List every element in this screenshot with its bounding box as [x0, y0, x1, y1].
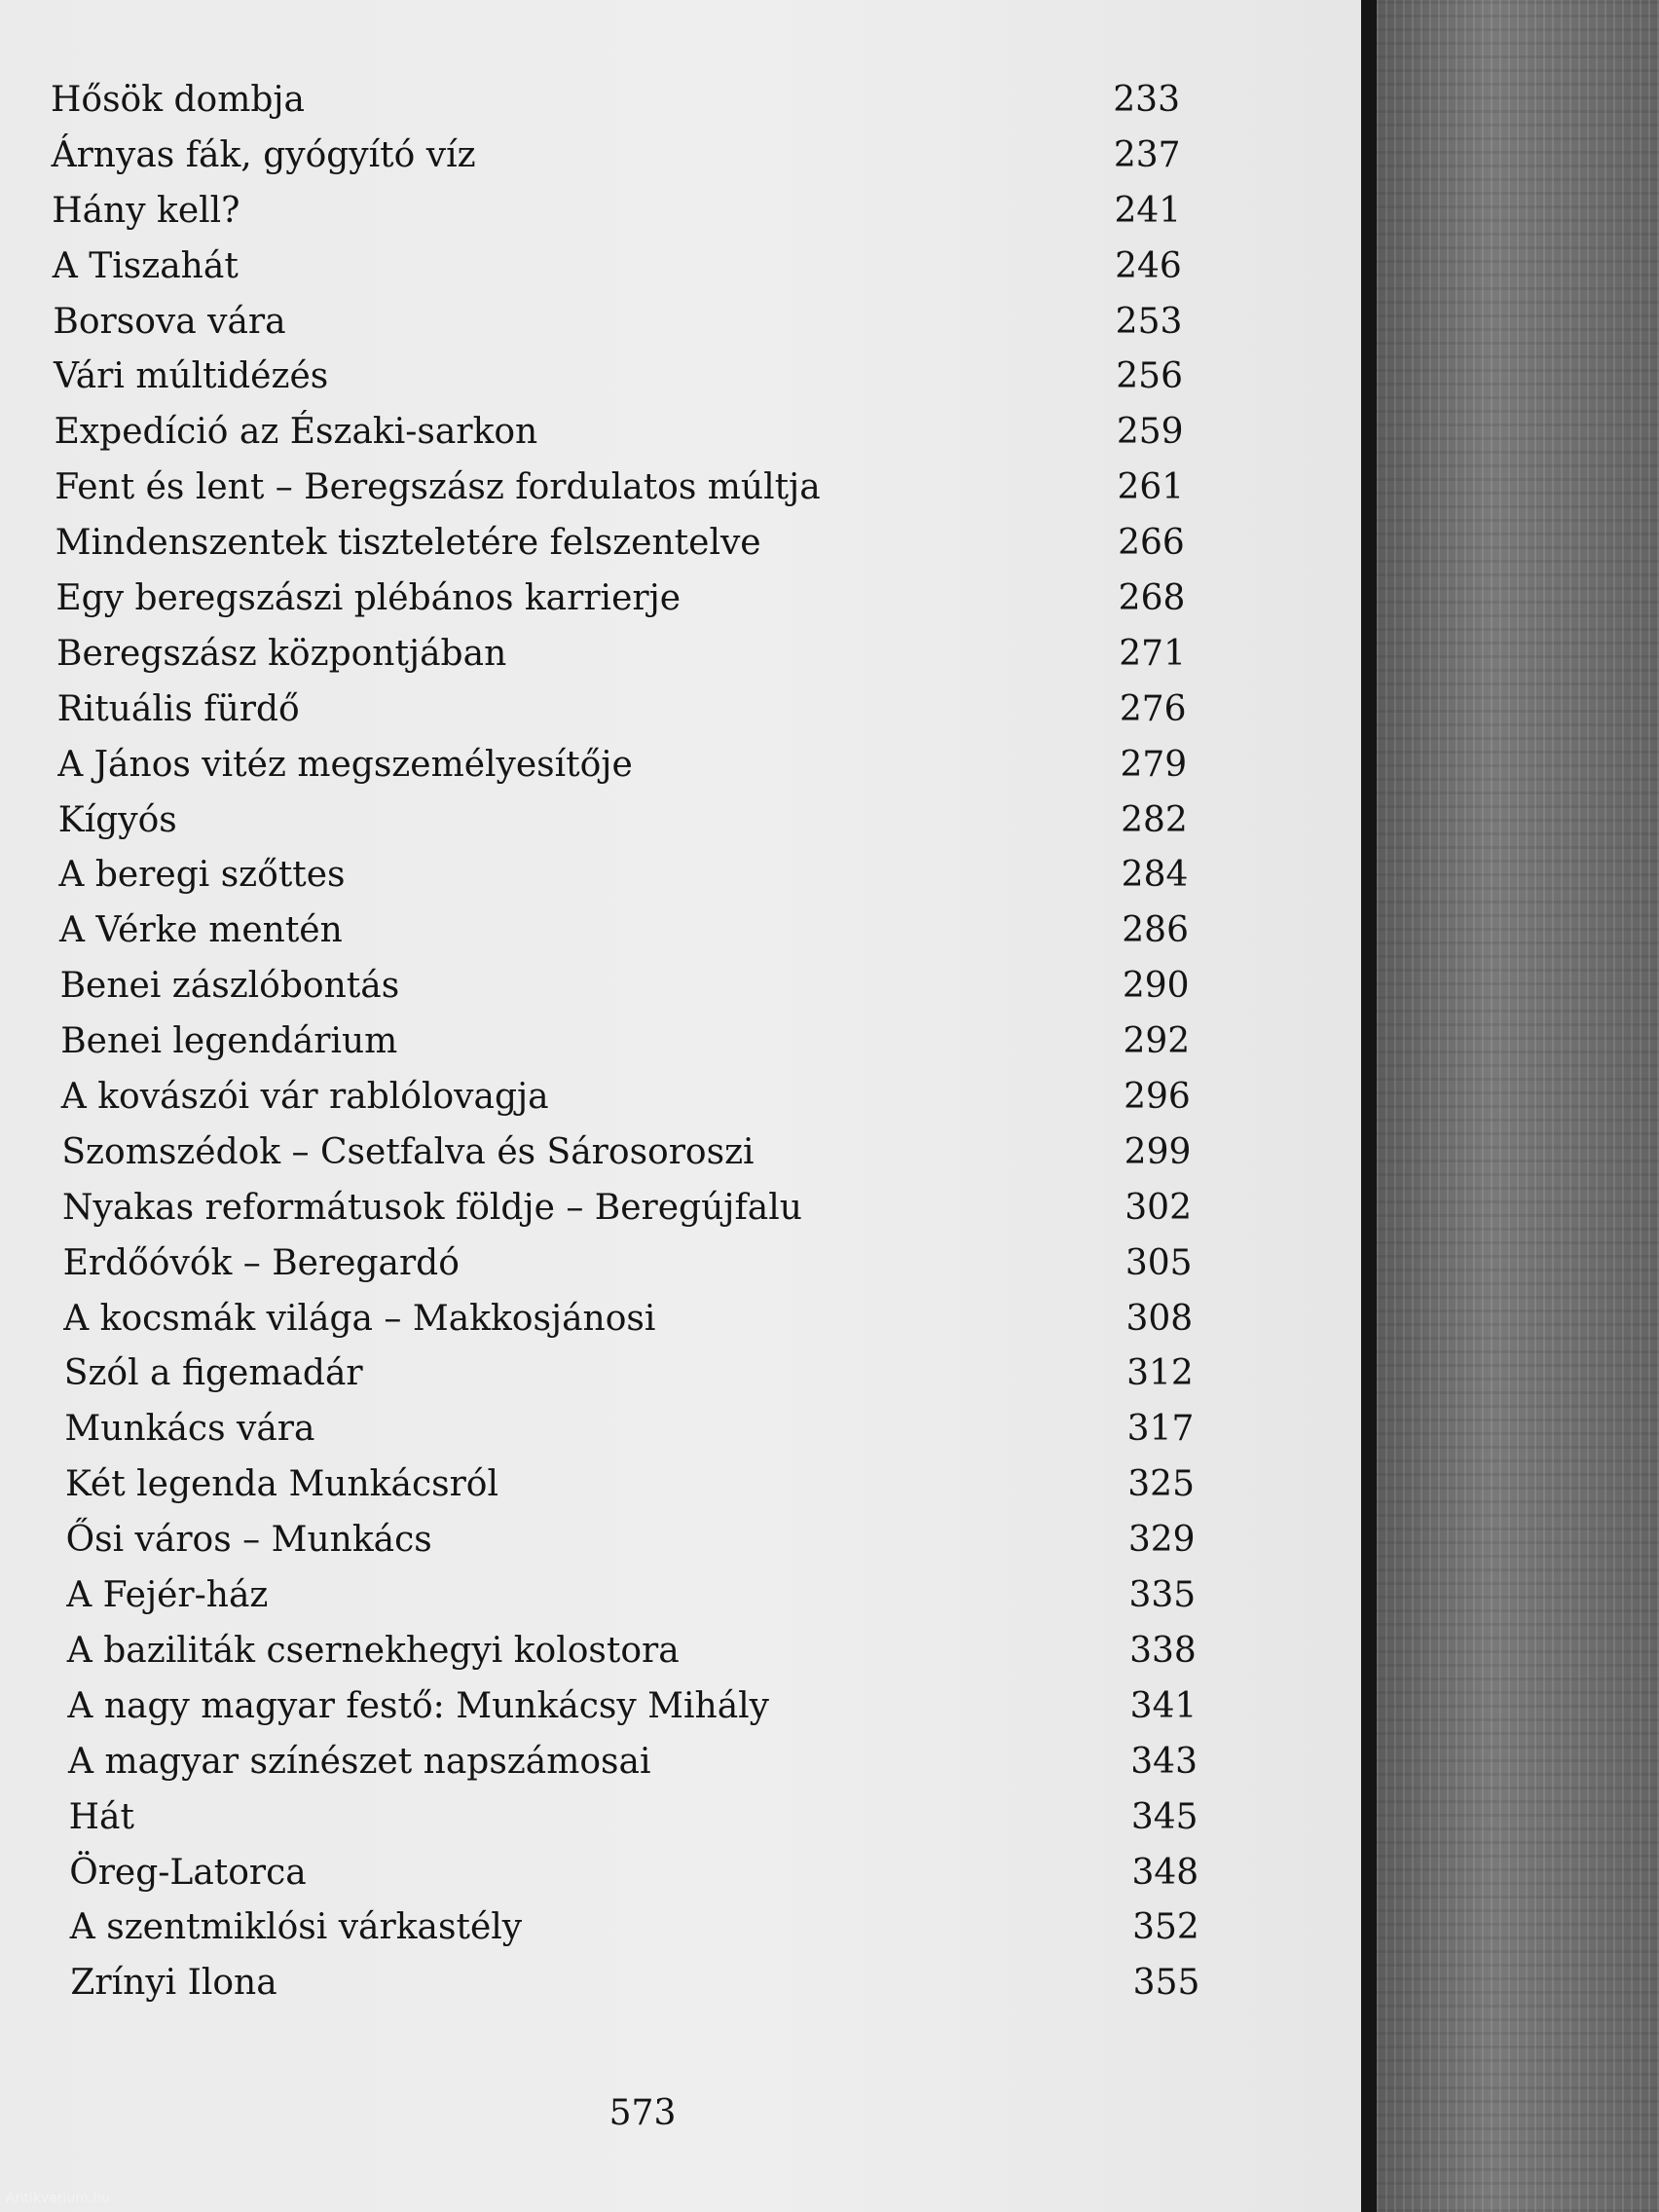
toc-entry-page: 317 — [1126, 1409, 1195, 1450]
toc-entry-title: A János vitéz megszemélyesítője — [57, 744, 633, 785]
toc-entry — [55, 412, 1190, 467]
toc-entry — [68, 1741, 1198, 1797]
background-surface — [1377, 0, 1659, 2212]
toc-entry — [61, 1077, 1190, 1132]
page-number: 573 — [608, 2093, 677, 2133]
page-edge — [1361, 0, 1377, 2212]
toc-entry-page: 290 — [1122, 966, 1190, 1007]
toc-entry-title: Szomszédok – Csetfalva és Sárosoroszi — [61, 1131, 755, 1172]
toc-entry-page: 282 — [1121, 799, 1188, 840]
toc-entry — [57, 689, 1190, 745]
toc-entry — [63, 1353, 1194, 1409]
toc-entry-page: 302 — [1124, 1187, 1192, 1228]
toc-entry-page: 233 — [1113, 80, 1180, 120]
toc-entry-title: A beregi szőttes — [58, 855, 346, 896]
toc-entry — [67, 1685, 1198, 1742]
toc-entry — [52, 191, 1190, 246]
toc-entry-page: 348 — [1131, 1852, 1199, 1893]
toc-entry-title: Erdőóvók – Beregardó — [62, 1242, 460, 1283]
toc-entry — [68, 1796, 1198, 1853]
toc-entry-page: 335 — [1128, 1575, 1197, 1616]
toc-entry-page: 266 — [1118, 523, 1185, 564]
toc-entry-title: Fent és lent – Beregszász fordulatos múltja — [55, 467, 821, 508]
watermark: Antikvarium.hu — [6, 2191, 111, 2206]
toc-entry — [62, 1188, 1190, 1243]
toc-entry-page: 253 — [1115, 301, 1183, 342]
toc-entry-page: 343 — [1130, 1741, 1198, 1782]
toc-entry-title: Munkács vára — [64, 1409, 315, 1450]
toc-entry-title: Két legenda Munkácsról — [65, 1464, 498, 1505]
toc-entry — [60, 966, 1190, 1021]
toc-entry — [61, 1132, 1190, 1188]
toc-entry-title: Szól a figemadár — [63, 1353, 363, 1394]
toc-entry-title: A Vérke mentén — [59, 910, 343, 951]
toc-entry — [58, 800, 1190, 856]
toc-entry-page: 312 — [1126, 1353, 1194, 1394]
toc-entry — [69, 1907, 1199, 1963]
toc-entry-page: 292 — [1123, 1021, 1191, 1062]
toc-entry — [63, 1298, 1194, 1354]
toc-entry-title: Ősi város – Munkács — [65, 1520, 432, 1561]
toc-entry-page: 259 — [1116, 412, 1184, 453]
toc-entry-title: Hát — [68, 1796, 134, 1837]
toc-entry — [59, 910, 1190, 966]
toc-entry-page: 241 — [1114, 190, 1182, 231]
toc-entry-title: A magyar színészet napszámosai — [68, 1741, 651, 1782]
toc-entry — [53, 302, 1190, 357]
toc-entry-page: 296 — [1124, 1077, 1191, 1118]
toc-entry-title: Vári múltidézés — [54, 356, 329, 397]
toc-entry-title: A kovászói vár rablólovagja — [60, 1077, 549, 1118]
toc-entry-title: Kígyós — [57, 799, 177, 840]
toc-entry-page: 286 — [1122, 910, 1189, 951]
toc-entry-page: 355 — [1132, 1963, 1200, 2004]
toc-entry-title: Hány kell? — [52, 190, 240, 231]
toc-entry-title: Mindenszentek tiszteletére felszentelve — [55, 523, 761, 564]
toc-entry-page: 325 — [1127, 1464, 1195, 1505]
toc-entry — [65, 1520, 1196, 1575]
toc-entry — [65, 1464, 1195, 1520]
toc-entry-title: A baziliták csernekhegyi kolostora — [66, 1630, 680, 1671]
toc-entry — [64, 1409, 1195, 1464]
toc-entry — [55, 467, 1190, 523]
toc-entry-title: Árnyas fák, gyógyító víz — [51, 134, 476, 175]
toc-entry-title: Nyakas reformátusok földje – Beregújfalu — [62, 1187, 802, 1228]
toc-entry-title: A Fejér-ház — [66, 1575, 269, 1616]
toc-entry-page: 237 — [1113, 134, 1181, 175]
toc-entry-title: A szentmiklósi várkastély — [69, 1907, 523, 1948]
toc-entry-title: Rituális fürdő — [56, 688, 300, 729]
toc-entry-title: Benei legendárium — [60, 1021, 398, 1062]
toc-entry-page: 352 — [1132, 1907, 1199, 1948]
toc-entry-title: Expedíció az Északi-sarkon — [54, 412, 538, 453]
toc-entry-title: Hősök dombja — [51, 80, 305, 120]
toc-entry — [70, 1963, 1200, 2018]
toc-entry-title: Benei zászlóbontás — [59, 966, 400, 1007]
toc-entry-title: A kocsmák világa – Makkosjánosi — [63, 1298, 656, 1339]
toc-entry-title: A Tiszahát — [52, 245, 239, 286]
toc-entry-title: Zrínyi Ilona — [70, 1963, 277, 2004]
toc-entry — [58, 855, 1190, 910]
toc-entry-title: Beregszász központjában — [56, 633, 507, 674]
toc-entry-page: 256 — [1116, 356, 1183, 397]
toc-entry-title: Öreg-Latorca — [69, 1852, 307, 1893]
toc-entry-title: Egy beregszászi plébános karrierje — [55, 578, 682, 619]
toc-entry — [52, 135, 1190, 191]
toc-entry-page: 305 — [1124, 1242, 1193, 1283]
toc-entry — [62, 1242, 1193, 1299]
toc-entry-page: 276 — [1119, 688, 1187, 729]
toc-entry-page: 341 — [1129, 1685, 1198, 1726]
toc-entry-page: 246 — [1115, 245, 1182, 286]
toc-entry — [60, 1021, 1190, 1077]
toc-entry-page: 279 — [1120, 744, 1188, 785]
toc-entry — [55, 523, 1190, 578]
toc-entry-page: 261 — [1117, 467, 1185, 508]
toc-entry-page: 338 — [1129, 1630, 1197, 1671]
toc-entry — [66, 1630, 1197, 1686]
toc-entry-page: 329 — [1127, 1520, 1196, 1561]
toc-entry-page: 308 — [1125, 1298, 1194, 1339]
toc-entry — [55, 578, 1190, 634]
toc-entry — [53, 246, 1190, 302]
toc-entry-page: 271 — [1119, 633, 1186, 674]
toc-entry-page: 284 — [1121, 855, 1189, 896]
toc-entry — [66, 1575, 1197, 1631]
toc-entry-page: 268 — [1118, 578, 1186, 619]
toc-entry-title: A nagy magyar festő: Munkácsy Mihály — [67, 1685, 770, 1726]
toc-entry — [57, 745, 1190, 800]
toc-entry-page: 345 — [1130, 1796, 1198, 1837]
toc-entry — [69, 1852, 1199, 1908]
toc-entry — [51, 80, 1190, 135]
toc-entry-page: 299 — [1124, 1131, 1192, 1172]
table-of-contents — [51, 80, 1200, 2018]
toc-entry — [54, 356, 1190, 412]
toc-entry-title: Borsova vára — [53, 301, 286, 342]
toc-entry — [56, 634, 1190, 689]
